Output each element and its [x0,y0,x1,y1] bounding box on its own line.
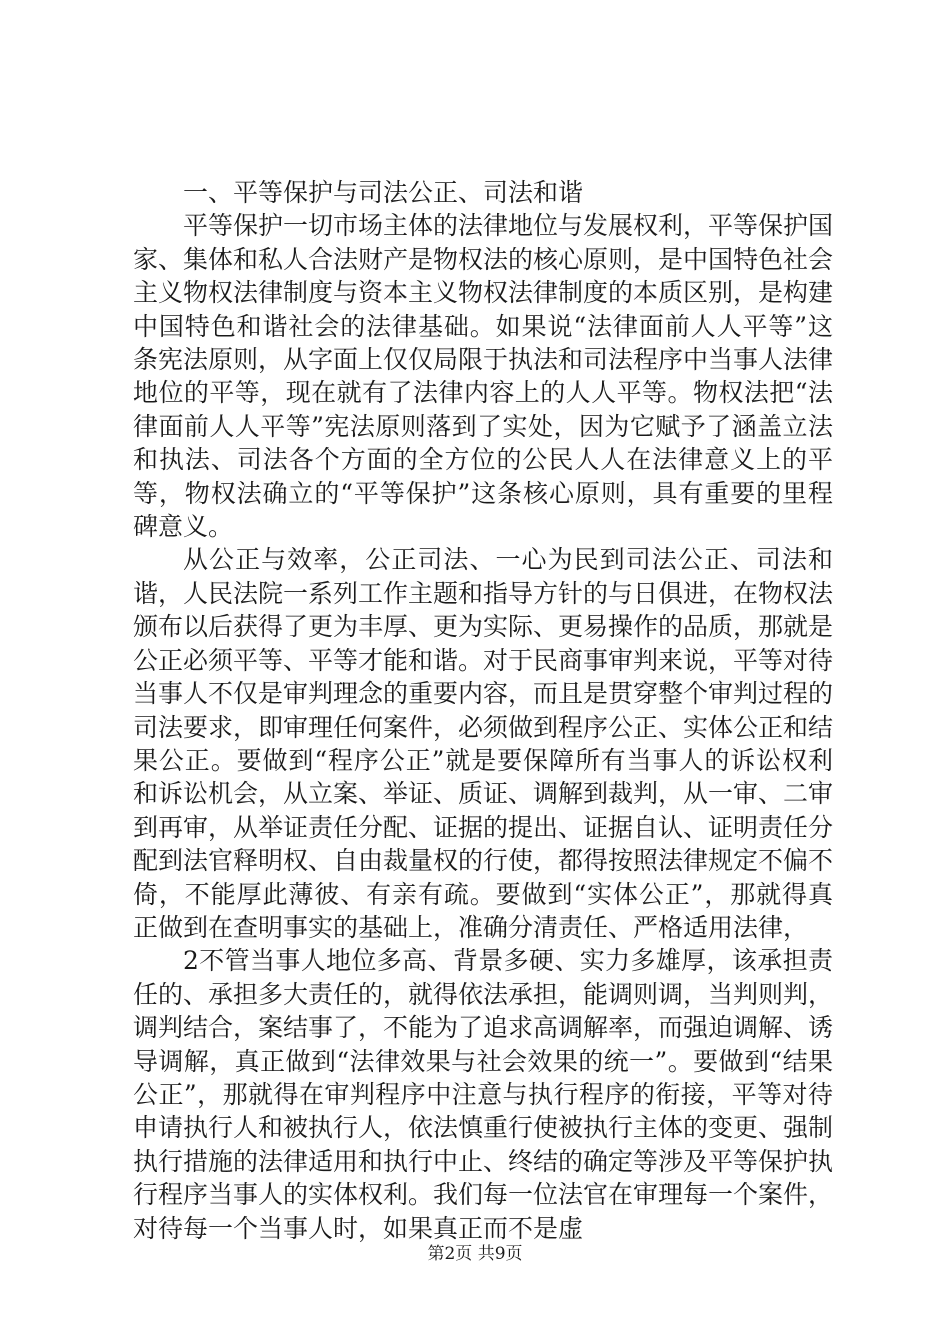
section-heading: 一、平等保护与司法公正、司法和谐 [183,178,584,207]
paragraph-1: 平等保护一切市场主体的法律地位与发展权利，平等保护国家、集体和私人合法财产是物权法的核心原则，是中国特色社会主义物权法律制度与资本主义物权法律制度的本质区别，是构建中国特色和谐社会的法律基础。如果说“法律面前人人平等”这条宪法原则，从字面上仅仅局限于执法和司法程序中当事人法律地位的平等，现在就有了法律内容上的人人平等。物权法把“法律面前人人平等”宪法原则落到了实处，因为它赋予了涵盖立法和执法、司法各个方面的全方位的公民人人在法律意义上的平等，物权法确立的“平等保护”这条核心原则，具有重要的里程碑意义。 [133,211,834,542]
paragraph-2: 从公正与效率，公正司法、一心为民到司法公正、司法和谐，人民法院一系列工作主题和指导方针的与日俱进，在物权法颁布以后获得了更为丰厚、更为实际、更易操作的品质，那就是公正必须平等、平等才能和谐。对于民商事审判来说，平等对待当事人不仅是审判理念的重要内容，而且是贯穿整个审判过程的司法要求，即审理任何案件，必须做到程序公正、实体公正和结果公正。要做到“程序公正”就是要保障所有当事人的诉讼权利和诉讼机会，从立案、举证、质证、调解到裁判，从一审、二审到再审，从举证责任分配、证据的提出、证据自认、证明责任分配到法官释明权、自由裁量权的行使，都得按照法律规定不偏不倚，不能厚此薄彼、有亲有疏。要做到“实体公正”，那就得真正做到在查明事实的基础上，准确分清责任、严格适用法律， [133,545,834,942]
page-number-footer: 第2页 共9页 [427,1244,523,1264]
paragraph-3: 2不管当事人地位多高、背景多硬、实力多雄厚，该承担责任的、承担多大责任的，就得依法承担，能调则调，当判则判，调判结合，案结事了，不能为了追求高调解率，而强迫调解、诱导调解，真正做到“法律效果与社会效果的统一”。要做到“结果公正”，那就得在审判程序中注意与执行程序的衔接，平等对待申请执行人和被执行人，依法慎重行使被执行主体的变更、强制执行措施的法律适用和执行中止、终结的确定等涉及平等保护执行程序当事人的实体权利。我们每一位法官在审理每一个案件，对待每一个当事人时，如果真正而不是虚 [133,946,834,1243]
document-body [133,176,833,1245]
